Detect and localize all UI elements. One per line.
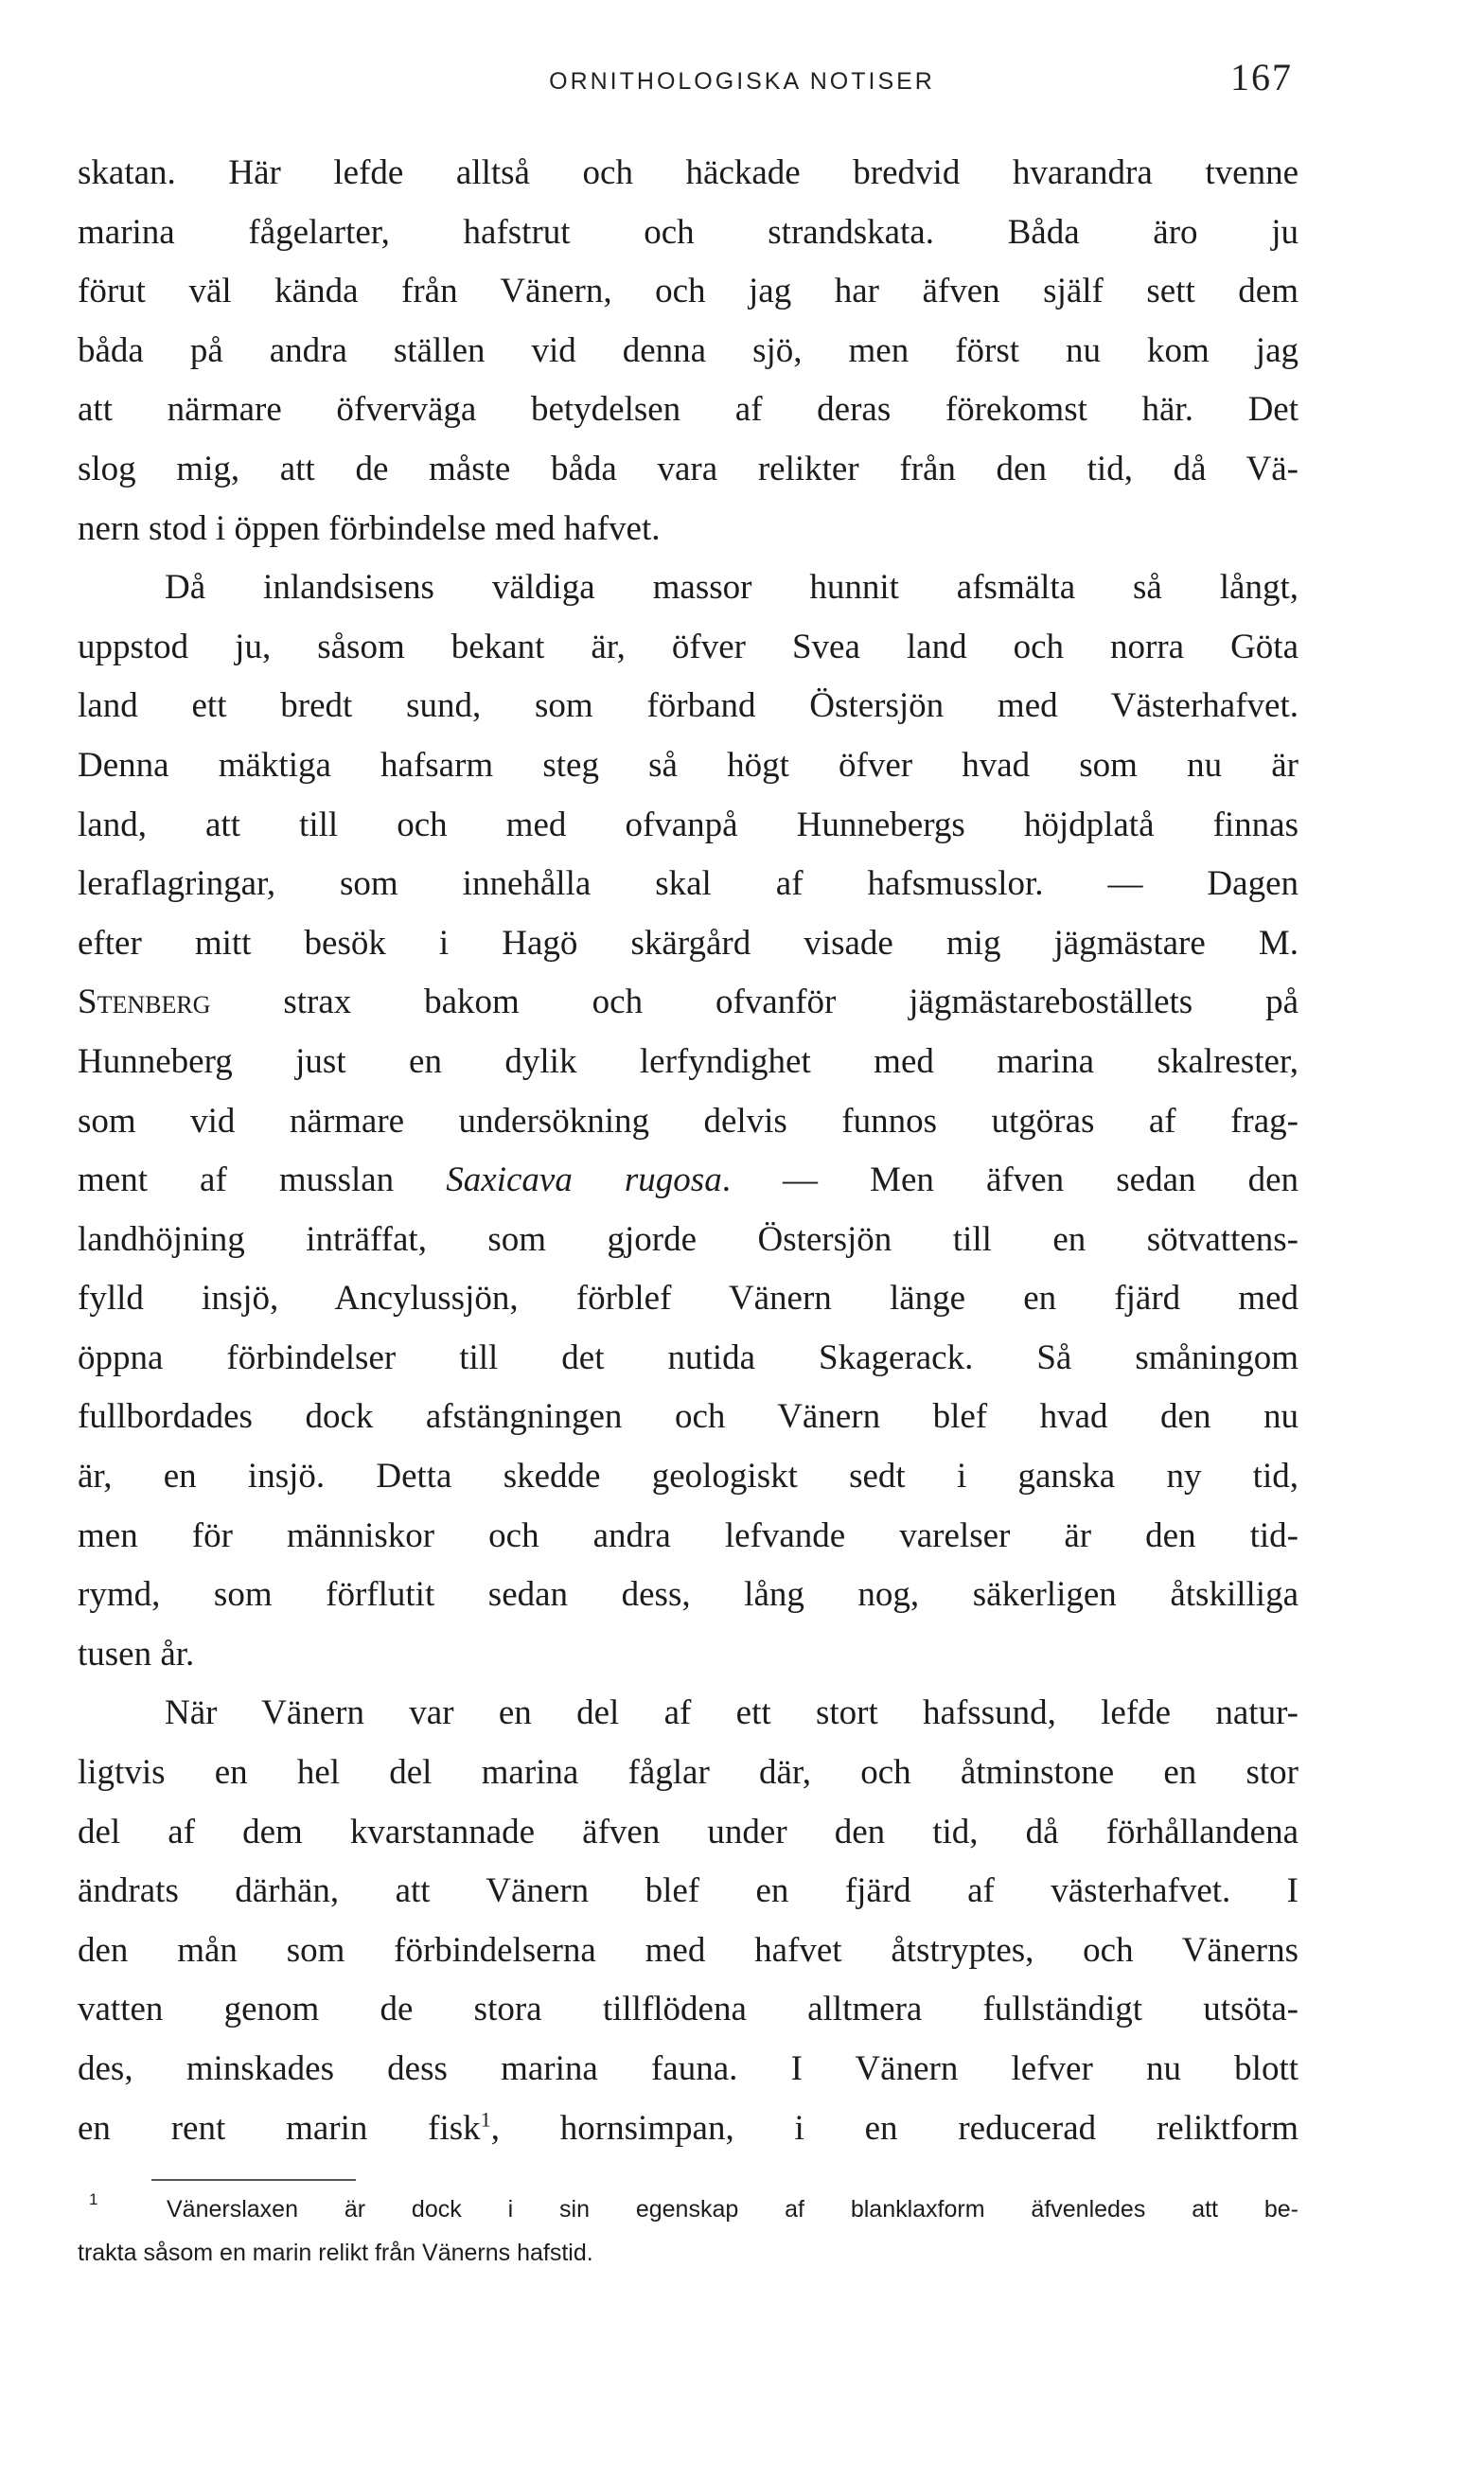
text-line: ändrats därhän, att Vänern blef en fjärd af västerhafvet. I — [78, 1871, 1298, 1911]
footnote — [78, 2188, 1298, 2275]
text-segment: , hornsimpan, i en reducerad reliktform — [490, 2108, 1298, 2148]
text-line: rymd, som förflutit sedan dess, lång nog, säkerligen åtskilliga — [78, 1575, 1298, 1615]
text-line-with-name — [78, 973, 1298, 1033]
text-line: del af dem kvarstannade äfven under den tid, då förhållandena — [78, 1812, 1298, 1851]
text-line: leraflagringar, som innehålla skal af hafsmusslor. — Dagen — [78, 864, 1298, 904]
text-line: landhöjning inträffat, som gjorde Östersjön till en sötvattens- — [78, 1219, 1298, 1259]
body-text — [78, 144, 1298, 2158]
footnote-line: Vänerslaxen är dock i sin egenskap af blanklaxform äfvenledes att be- — [167, 2196, 1298, 2223]
text-segment: . — Men äfven sedan den — [721, 1160, 1299, 1200]
text-line: des, minskades dess marina fauna. I Vänern lefver nu blott — [78, 2049, 1298, 2088]
text-line-with-species — [78, 1151, 1298, 1211]
species-name: Saxicava rugosa — [446, 1160, 722, 1200]
text-segment: en rent marin fisk — [78, 2108, 481, 2148]
text-line: den mån som förbindelserna med hafvet åtstryptes, och Vänerns — [78, 1930, 1298, 1970]
text-segment: strax bakom och ofvanför jägmästareboställets på — [283, 983, 1298, 1022]
footnote-reference[interactable]: 1 — [480, 2107, 491, 2132]
text-line: När Vänern var en del af ett stort hafssund, lefde natur- — [165, 1693, 1298, 1733]
text-line: fylld insjö, Ancylussjön, förblef Vänern länge en fjärd med — [78, 1279, 1298, 1319]
text-line-with-footnote-ref — [78, 2099, 1298, 2159]
text-line: land, att till och med ofvanpå Hunnebergs höjdplatå finnas — [78, 805, 1298, 844]
footnote-mark: 1 — [89, 2190, 98, 2208]
text-line: Hunneberg just en dylik lerfyndighet med marina skalrester, — [78, 1041, 1298, 1081]
text-line: land ett bredt sund, som förband Östersjön med Västerhafvet. — [78, 686, 1298, 726]
footnote-divider — [151, 2179, 356, 2181]
text-line: fullbordades dock afstängningen och Vänern blef hvad den nu — [78, 1397, 1298, 1437]
text-line: öppna förbindelser till det nutida Skagerack. Så småningom — [78, 1337, 1298, 1377]
text-line: Denna mäktiga hafsarm steg så högt öfver hvad som nu är — [78, 745, 1298, 785]
text-line: vatten genom de stora tillflödena alltmera fullständigt utsöta- — [78, 1990, 1298, 2029]
text-line: skatan. Här lefde alltså och häckade bredvid hvarandra tvenne — [78, 153, 1298, 192]
text-line: är, en insjö. Detta skedde geologiskt sedt i ganska ny tid, — [78, 1457, 1298, 1497]
text-line: som vid närmare undersökning delvis funnos utgöras af frag- — [78, 1101, 1298, 1141]
text-line: förut väl kända från Vänern, och jag har äfven själf sett dem — [78, 272, 1298, 311]
text-line: ligtvis en hel del marina fåglar där, och åtminstone en stor — [78, 1753, 1298, 1793]
text-line: efter mitt besök i Hagö skärgård visade mig jägmästare M. — [78, 923, 1298, 963]
text-line: marina fågelarter, hafstrut och strandskata. Båda äro ju — [78, 212, 1298, 252]
text-line: men för människor och andra lefvande varelser är den tid- — [78, 1515, 1298, 1555]
text-line: slog mig, att de måste båda vara relikter från den tid, då Vä- — [78, 449, 1298, 488]
text-line: båda på andra ställen vid denna sjö, men först nu kom jag — [78, 330, 1298, 370]
text-line: nern stod i öppen förbindelse med hafvet. — [78, 508, 661, 548]
text-line: Då inlandsisens väldiga massor hunnit afsmälta så långt, — [165, 568, 1298, 608]
running-title: ORNITHOLOGISKA NOTISER — [549, 68, 935, 95]
text-line: att närmare öfverväga betydelsen af deras förekomst här. Det — [78, 390, 1298, 430]
footnote-line: trakta såsom en marin relikt från Vänerns hafstid. — [78, 2240, 593, 2266]
text-line: tusen år. — [78, 1634, 195, 1674]
text-segment: ment af musslan — [78, 1160, 395, 1200]
page-number: 167 — [1230, 56, 1293, 98]
person-name-stenberg: Stenberg — [78, 983, 211, 1022]
text-line: uppstod ju, såsom bekant är, öfver Svea land och norra Göta — [78, 627, 1298, 666]
